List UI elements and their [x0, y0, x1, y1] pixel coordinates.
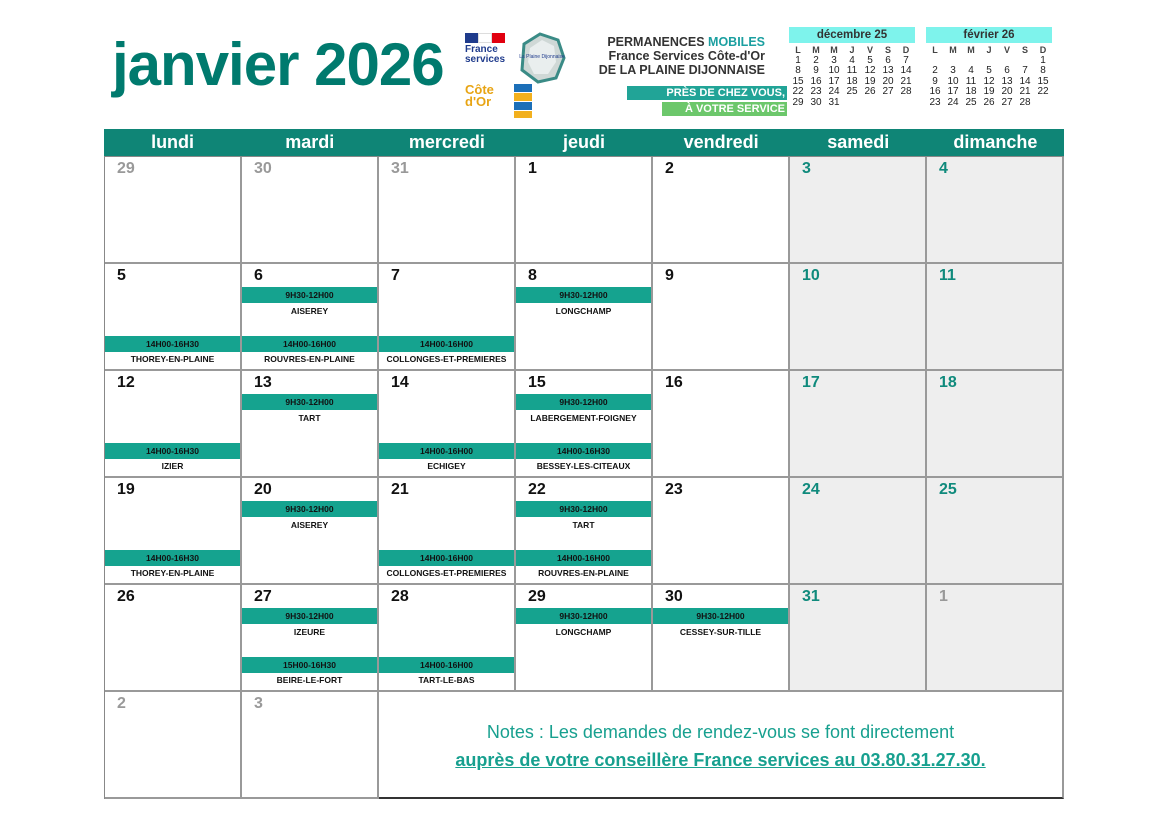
mini-day: 8: [795, 65, 801, 76]
mini-weekday: V: [866, 45, 873, 55]
day-cell: [242, 157, 379, 264]
day-cell: [927, 264, 1064, 371]
day-cell: [379, 585, 516, 692]
day-cell: [516, 585, 653, 692]
day-cell: [653, 585, 790, 692]
slot-location: LONGCHAMP: [555, 627, 612, 637]
day-cell: [516, 371, 653, 478]
mini-weekday: M: [830, 45, 838, 55]
day-number: 15: [528, 374, 546, 391]
slot-location: BEIRE-LE-FORT: [276, 675, 343, 685]
mini-weekday: D: [1039, 45, 1047, 55]
day-number: 22: [528, 481, 546, 498]
mini-day: [1034, 98, 1052, 109]
day-number: 3: [254, 695, 263, 712]
slogan-line1: PRÈS DE CHEZ VOUS,: [627, 86, 787, 100]
day-cell: [379, 264, 516, 371]
day-number: 13: [254, 374, 272, 391]
mini-day: 18: [846, 75, 858, 87]
mini-calendar-title: février 26: [926, 27, 1052, 43]
slot-location: THOREY-EN-PLAINE: [130, 354, 215, 364]
mini-calendar-previous: [789, 27, 915, 108]
slot-time: 9H30-12H00: [653, 608, 788, 624]
day-cell: [653, 478, 790, 585]
day-cell: [379, 157, 516, 264]
slot-location: LONGCHAMP: [555, 306, 612, 316]
mini-day: 15: [792, 75, 804, 87]
day-cell: [242, 264, 379, 371]
notes-line2: auprès de votre conseillère France services au 03.80.31.27.30.: [455, 750, 986, 770]
mini-day: 6: [1004, 65, 1010, 76]
day-cell: [242, 371, 379, 478]
day-cell: [105, 692, 242, 799]
day-number: 29: [117, 160, 135, 177]
mini-day: 1: [795, 54, 801, 66]
slot-location: IZEURE: [293, 627, 326, 637]
day-number: 17: [802, 374, 820, 391]
mini-day: [861, 98, 879, 109]
day-number: 18: [939, 374, 957, 391]
slot-time: 9H30-12H00: [516, 608, 651, 624]
notes-box: [379, 692, 1064, 799]
perm-line1b: MOBILES: [708, 35, 765, 49]
day-number: 29: [528, 588, 546, 605]
mini-day: 3: [831, 54, 837, 66]
slot-time: 14H00-16H00: [379, 443, 514, 459]
slot-time: 9H30-12H00: [242, 608, 377, 624]
map-label: La Plaine Dijonnaise: [519, 54, 565, 60]
mini-day: 3: [950, 65, 956, 76]
slot-time: 9H30-12H00: [242, 287, 377, 303]
day-cell: [105, 264, 242, 371]
mini-day: 24: [828, 86, 840, 97]
mini-day: 20: [1001, 86, 1013, 97]
mini-day: 12: [864, 65, 876, 76]
mini-day: 30: [810, 96, 822, 108]
slot-location: TART: [572, 520, 595, 530]
mini-day: 6: [885, 54, 891, 66]
mini-day: 14: [1019, 75, 1031, 87]
day-number: 9: [665, 267, 674, 284]
mini-day: 27: [1001, 96, 1013, 108]
mini-day: 28: [900, 86, 912, 97]
mini-day: 25: [846, 86, 858, 97]
day-cell: [242, 692, 379, 799]
slot-time: 14H00-16H00: [379, 336, 514, 352]
mini-day: 18: [965, 86, 977, 97]
slot-time: 9H30-12H00: [516, 501, 651, 517]
page-title: janvier 2026: [112, 31, 444, 98]
slot-time: 14H00-16H00: [379, 550, 514, 566]
day-number: 27: [254, 588, 272, 605]
weekday-label: dimanche: [953, 132, 1038, 152]
perm-line1a: PERMANENCES: [607, 35, 709, 49]
month-calendar: [104, 129, 1064, 799]
day-number: 11: [939, 267, 956, 284]
day-number: 23: [665, 481, 683, 498]
weekday-label: mardi: [285, 132, 335, 152]
day-number: 8: [528, 267, 537, 284]
day-number: 1: [528, 160, 537, 177]
mini-weekday: D: [902, 45, 910, 55]
mini-day: 21: [1019, 86, 1031, 97]
slot-location: BESSEY-LES-CITEAUX: [536, 461, 631, 471]
mini-day: 22: [1037, 86, 1049, 97]
day-cell: [927, 371, 1064, 478]
slot-location: ECHIGEY: [427, 461, 466, 471]
mini-weekday: V: [1003, 45, 1010, 55]
day-number: 16: [665, 374, 683, 391]
weekday-label: lundi: [151, 132, 195, 152]
mini-day: 7: [903, 54, 909, 66]
mini-day: 9: [932, 75, 938, 87]
day-cell: [516, 157, 653, 264]
slot-time: 14H00-16H30: [105, 443, 240, 459]
mini-calendar-table: [926, 45, 1052, 108]
mini-day: 13: [882, 65, 894, 76]
mini-weekday: L: [795, 45, 801, 55]
plaine-dijonnaise-map-icon: [518, 30, 566, 86]
day-number: 21: [391, 481, 409, 498]
day-cell: [242, 585, 379, 692]
day-number: 7: [391, 267, 400, 284]
mini-day: 26: [983, 96, 995, 108]
day-number: 4: [939, 160, 948, 177]
mini-weekday: S: [884, 45, 891, 55]
france-services-logo: [465, 33, 511, 81]
day-number: 28: [391, 588, 409, 605]
day-number: 31: [391, 160, 409, 177]
day-number: 25: [939, 481, 957, 498]
mini-day: 2: [813, 54, 819, 66]
weekday-label: jeudi: [562, 132, 605, 152]
mini-day: 20: [882, 75, 894, 87]
mini-day: [843, 98, 861, 109]
calendar-grid: [104, 156, 1064, 799]
day-number: 3: [802, 160, 811, 177]
day-cell: [790, 264, 927, 371]
mini-weekday: M: [949, 45, 957, 55]
slot-time: 15H00-16H30: [242, 657, 377, 673]
france-services-text: France services: [465, 44, 506, 65]
day-number: 26: [117, 588, 135, 605]
mini-day: 11: [846, 65, 858, 76]
slot-time: 14H00-16H00: [379, 657, 514, 673]
mini-day: 19: [983, 86, 995, 97]
slot-time: 14H00-16H00: [242, 336, 377, 352]
day-cell: [790, 157, 927, 264]
mini-day: 14: [900, 65, 912, 76]
permanences-heading: [560, 35, 765, 77]
day-number: 30: [254, 160, 272, 177]
perm-line2: France Services Côte-d'Or: [608, 49, 765, 63]
mini-day: 10: [828, 65, 840, 76]
marianne-flag-icon: [465, 33, 505, 43]
slot-location: CESSEY-SUR-TILLE: [679, 627, 762, 637]
slot-time: 14H00-16H30: [105, 550, 240, 566]
mini-day: 17: [828, 75, 840, 87]
mini-day: 11: [965, 75, 977, 87]
day-cell: [653, 371, 790, 478]
mini-day: 15: [1037, 75, 1049, 87]
day-number: 19: [117, 481, 135, 498]
mini-day: 5: [867, 54, 873, 66]
mini-day: 22: [792, 86, 804, 97]
slot-time: 9H30-12H00: [516, 394, 651, 410]
mini-day: 19: [864, 75, 876, 87]
mini-day: 31: [828, 96, 840, 108]
mini-day: 17: [947, 86, 959, 97]
weekday-header: [104, 129, 1064, 156]
day-cell: [105, 478, 242, 585]
day-cell: [790, 585, 927, 692]
day-cell: [790, 371, 927, 478]
mini-day: 16: [810, 75, 822, 87]
day-number: 20: [254, 481, 272, 498]
slot-location: TART-LE-BAS: [418, 675, 475, 685]
day-number: 12: [117, 374, 135, 391]
slot-time: 14H00-16H00: [516, 550, 651, 566]
mini-day: 7: [1022, 65, 1028, 76]
mini-weekday: M: [967, 45, 975, 55]
mini-day: 12: [983, 75, 995, 87]
slot-location: AISEREY: [290, 306, 329, 316]
cote-dor-text: Côte d'Or: [465, 82, 494, 109]
slot-location: ROUVRES-EN-PLAINE: [538, 568, 629, 578]
notes-line1: Notes : Les demandes de rendez-vous se font directement: [486, 722, 955, 742]
mini-day: 8: [1040, 65, 1046, 76]
weekday-label: vendredi: [683, 132, 759, 152]
slot-location: LABERGEMENT-FOIGNEY: [530, 413, 637, 423]
day-cell: [105, 157, 242, 264]
day-number: 5: [117, 267, 126, 284]
day-cell: [927, 478, 1064, 585]
mini-day: 28: [1019, 96, 1031, 108]
mini-weekday: L: [932, 45, 938, 55]
slot-location: TART: [298, 413, 321, 423]
day-cell: [105, 371, 242, 478]
day-number: 24: [802, 481, 820, 498]
mini-weekday: J: [986, 45, 992, 55]
day-number: 14: [391, 374, 409, 391]
slot-location: THOREY-EN-PLAINE: [130, 568, 215, 578]
mini-weekday: M: [812, 45, 820, 55]
mini-day: [879, 98, 897, 109]
mini-day: 23: [810, 86, 822, 97]
day-cell: [790, 478, 927, 585]
mini-day: 21: [900, 75, 912, 87]
mini-day: 24: [947, 96, 959, 108]
day-cell: [653, 157, 790, 264]
cote-dor-logo: [465, 84, 535, 120]
mini-day: 5: [986, 65, 992, 76]
day-number: 31: [802, 588, 820, 605]
slot-location: COLLONGES-ET-PREMIERES: [386, 568, 507, 578]
slot-location: COLLONGES-ET-PREMIERES: [386, 354, 507, 364]
slot-time: 14H00-16H30: [516, 443, 651, 459]
mini-calendar-table: [789, 45, 915, 108]
mini-day: 2: [932, 65, 938, 76]
slot-time: 9H30-12H00: [242, 394, 377, 410]
day-number: 6: [254, 267, 263, 284]
day-cell: [927, 585, 1064, 692]
slot-location: ROUVRES-EN-PLAINE: [264, 354, 355, 364]
day-number: 2: [117, 695, 126, 712]
cote-dor-stripes-icon: [514, 84, 532, 118]
weekday-label: samedi: [827, 132, 890, 152]
day-cell: [653, 264, 790, 371]
slot-time: 9H30-12H00: [516, 287, 651, 303]
slot-time: 14H00-16H30: [105, 336, 240, 352]
mini-weekday: J: [849, 45, 855, 55]
slogan-line2: À VOTRE SERVICE: [662, 102, 787, 116]
day-number: 2: [665, 160, 674, 177]
day-number: 10: [802, 267, 820, 284]
perm-line3: DE LA PLAINE DIJONNAISE: [598, 63, 765, 77]
mini-day: 10: [947, 75, 959, 87]
mini-day: 9: [813, 65, 819, 76]
mini-day: 4: [849, 54, 855, 66]
day-number: 1: [939, 588, 948, 605]
mini-day: 13: [1001, 75, 1013, 87]
slot-location: AISEREY: [290, 520, 329, 530]
day-cell: [379, 478, 516, 585]
day-cell: [516, 478, 653, 585]
day-cell: [927, 157, 1064, 264]
weekday-label: mercredi: [408, 132, 485, 152]
mini-day: 1: [1040, 54, 1046, 66]
day-cell: [516, 264, 653, 371]
slot-location: IZIER: [161, 461, 184, 471]
mini-day: 27: [882, 86, 894, 97]
slot-time: 9H30-12H00: [242, 501, 377, 517]
day-cell: [105, 585, 242, 692]
day-cell: [242, 478, 379, 585]
mini-day: 4: [968, 65, 974, 76]
mini-calendar-title: décembre 25: [789, 27, 915, 43]
mini-day: [897, 98, 915, 109]
mini-day: 25: [965, 96, 977, 108]
mini-day: 29: [792, 96, 804, 108]
day-number: 30: [665, 588, 683, 605]
mini-calendar-next: [926, 27, 1052, 108]
mini-day: 26: [864, 86, 876, 97]
day-cell: [379, 371, 516, 478]
mini-weekday: S: [1021, 45, 1028, 55]
mini-day: 23: [929, 96, 941, 108]
mini-day: 16: [929, 86, 941, 97]
